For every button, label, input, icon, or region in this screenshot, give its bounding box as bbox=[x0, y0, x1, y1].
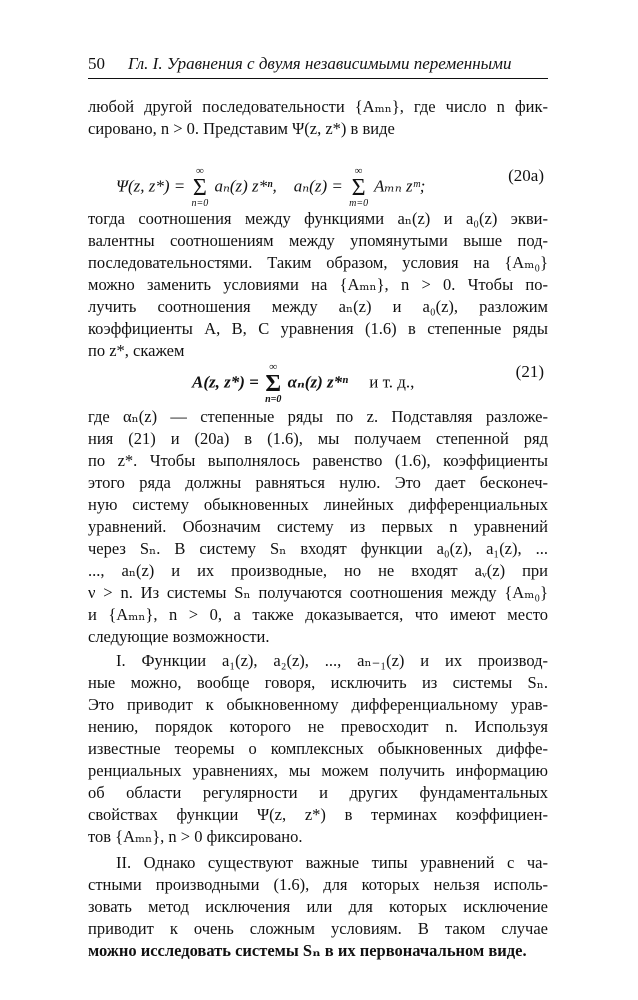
eq20a-rhs2-lhs: aₙ(z) = bbox=[293, 176, 343, 196]
eq20a-term1: aₙ(z) z*ⁿ, bbox=[214, 176, 277, 196]
eq20a-lhs: Ψ(z, z*) = bbox=[116, 176, 186, 196]
text-line: где αₙ(z) — степенные ряды по z. Подставляя разложе- bbox=[88, 407, 548, 426]
summation-sign: ∞ Σ m=0 bbox=[349, 165, 369, 209]
text-line: нению, порядок которого не превосходит n. Используя bbox=[88, 717, 548, 736]
text-line: ные можно, вообще говоря, исключить из системы Sₙ. bbox=[88, 673, 548, 692]
text-line: ную систему обыкновенных линейных дифференциальных bbox=[88, 495, 548, 514]
text-line: II. Однако существуют важные типы уравнений с ча- bbox=[116, 853, 548, 872]
text-line: можно исследовать системы Sₙ в их первоначальном виде. bbox=[88, 941, 527, 960]
page-number: 50 bbox=[88, 54, 105, 73]
text-line: по z*. Чтобы выполнялось равенство (1.6), коэффициенты bbox=[88, 451, 548, 470]
eq21-term: αₙ(z) z*ⁿ bbox=[287, 372, 349, 392]
running-title: Гл. I. Уравнения с двумя независимыми переменными bbox=[128, 54, 512, 73]
equation-number: (21) bbox=[515, 362, 544, 381]
equation-20a bbox=[88, 146, 548, 209]
text-line: лучить соотношения между aₙ(z) и a₀(z), разложим bbox=[88, 297, 548, 316]
text-line: тогда соотношения между функциями aₙ(z) и a₀(z) экви- bbox=[88, 209, 548, 228]
text-line: приводит к очень сложным условиям. В таком случае bbox=[88, 919, 548, 938]
text-line: свойствах функции Ψ(z, z*) в терминах коэффициен- bbox=[88, 805, 548, 824]
summation-sign: ∞ Σ n=0 bbox=[191, 165, 209, 209]
running-header bbox=[88, 50, 548, 79]
text-line: Это приводит к обыкновенному дифференциальному урав- bbox=[88, 695, 548, 714]
equation-21 bbox=[88, 342, 548, 405]
eq20a-term2: Aₘₙ zᵐ; bbox=[374, 176, 426, 196]
text-line: по z*, скажем bbox=[88, 341, 185, 360]
text-line: стными производными (1.6), для которых нельзя исполь- bbox=[88, 875, 548, 894]
text-line: ренциальных уравнениях, мы можем получить информацию bbox=[88, 761, 548, 780]
text-line: и {Aₘₙ}, n > 0, а также доказывается, что имеют место bbox=[88, 605, 548, 624]
summation-sign: ∞ Σ n=0 bbox=[265, 361, 282, 405]
text-line: любой другой последовательности {Aₘₙ}, где число n фик- bbox=[88, 97, 548, 116]
text-line: через Sₙ. В систему Sₙ входят функции a₀(z), a₁(z), ... bbox=[88, 539, 548, 558]
text-line: ..., aₙ(z) и их производные, но не входят aᵥ(z) при bbox=[88, 561, 548, 580]
text-line: об области регулярности и других фундаментальных bbox=[88, 783, 548, 802]
text-line: коэффициенты A, B, C уравнения (1.6) в степенные ряды bbox=[88, 319, 548, 338]
eq21-suffix: и т. д., bbox=[369, 372, 415, 392]
text-line: ν > n. Из системы Sₙ получаются соотношения между {Aₘ₀} bbox=[88, 583, 548, 602]
text-line: следующие возможности. bbox=[88, 627, 270, 646]
eq21-lhs: A(z, z*) = bbox=[192, 372, 259, 392]
text-line: сировано, n > 0. Представим Ψ(z, z*) в виде bbox=[88, 119, 395, 138]
text-line: можно заменить условиями на {Aₘₙ}, n > 0. Чтобы по- bbox=[88, 275, 548, 294]
text-line: тов {Aₘₙ}, n > 0 фиксировано. bbox=[88, 827, 303, 846]
text-line: уравнений. Обозначим систему из первых n уравнений bbox=[88, 517, 548, 536]
text-line: последовательностями. Таким образом, условия на {Aₘ₀} bbox=[88, 253, 548, 272]
text-line: этого ряда должны равняться нулю. Это дает бесконеч- bbox=[88, 473, 548, 492]
text-line: известные теоремы о комплексных обыкновенных диффе- bbox=[88, 739, 548, 758]
text-line: зовать метод исключения или для которых исключение bbox=[88, 897, 548, 916]
equation-number: (20a) bbox=[508, 166, 544, 185]
text-line: ния (21) и (20a) в (1.6), мы получаем степенной ряд bbox=[88, 429, 548, 448]
text-line: валентны соотношениям между упомянутыми выше под- bbox=[88, 231, 548, 250]
text-line: I. Функции a₁(z), a₂(z), ..., aₙ₋₁(z) и их производ- bbox=[116, 651, 548, 670]
